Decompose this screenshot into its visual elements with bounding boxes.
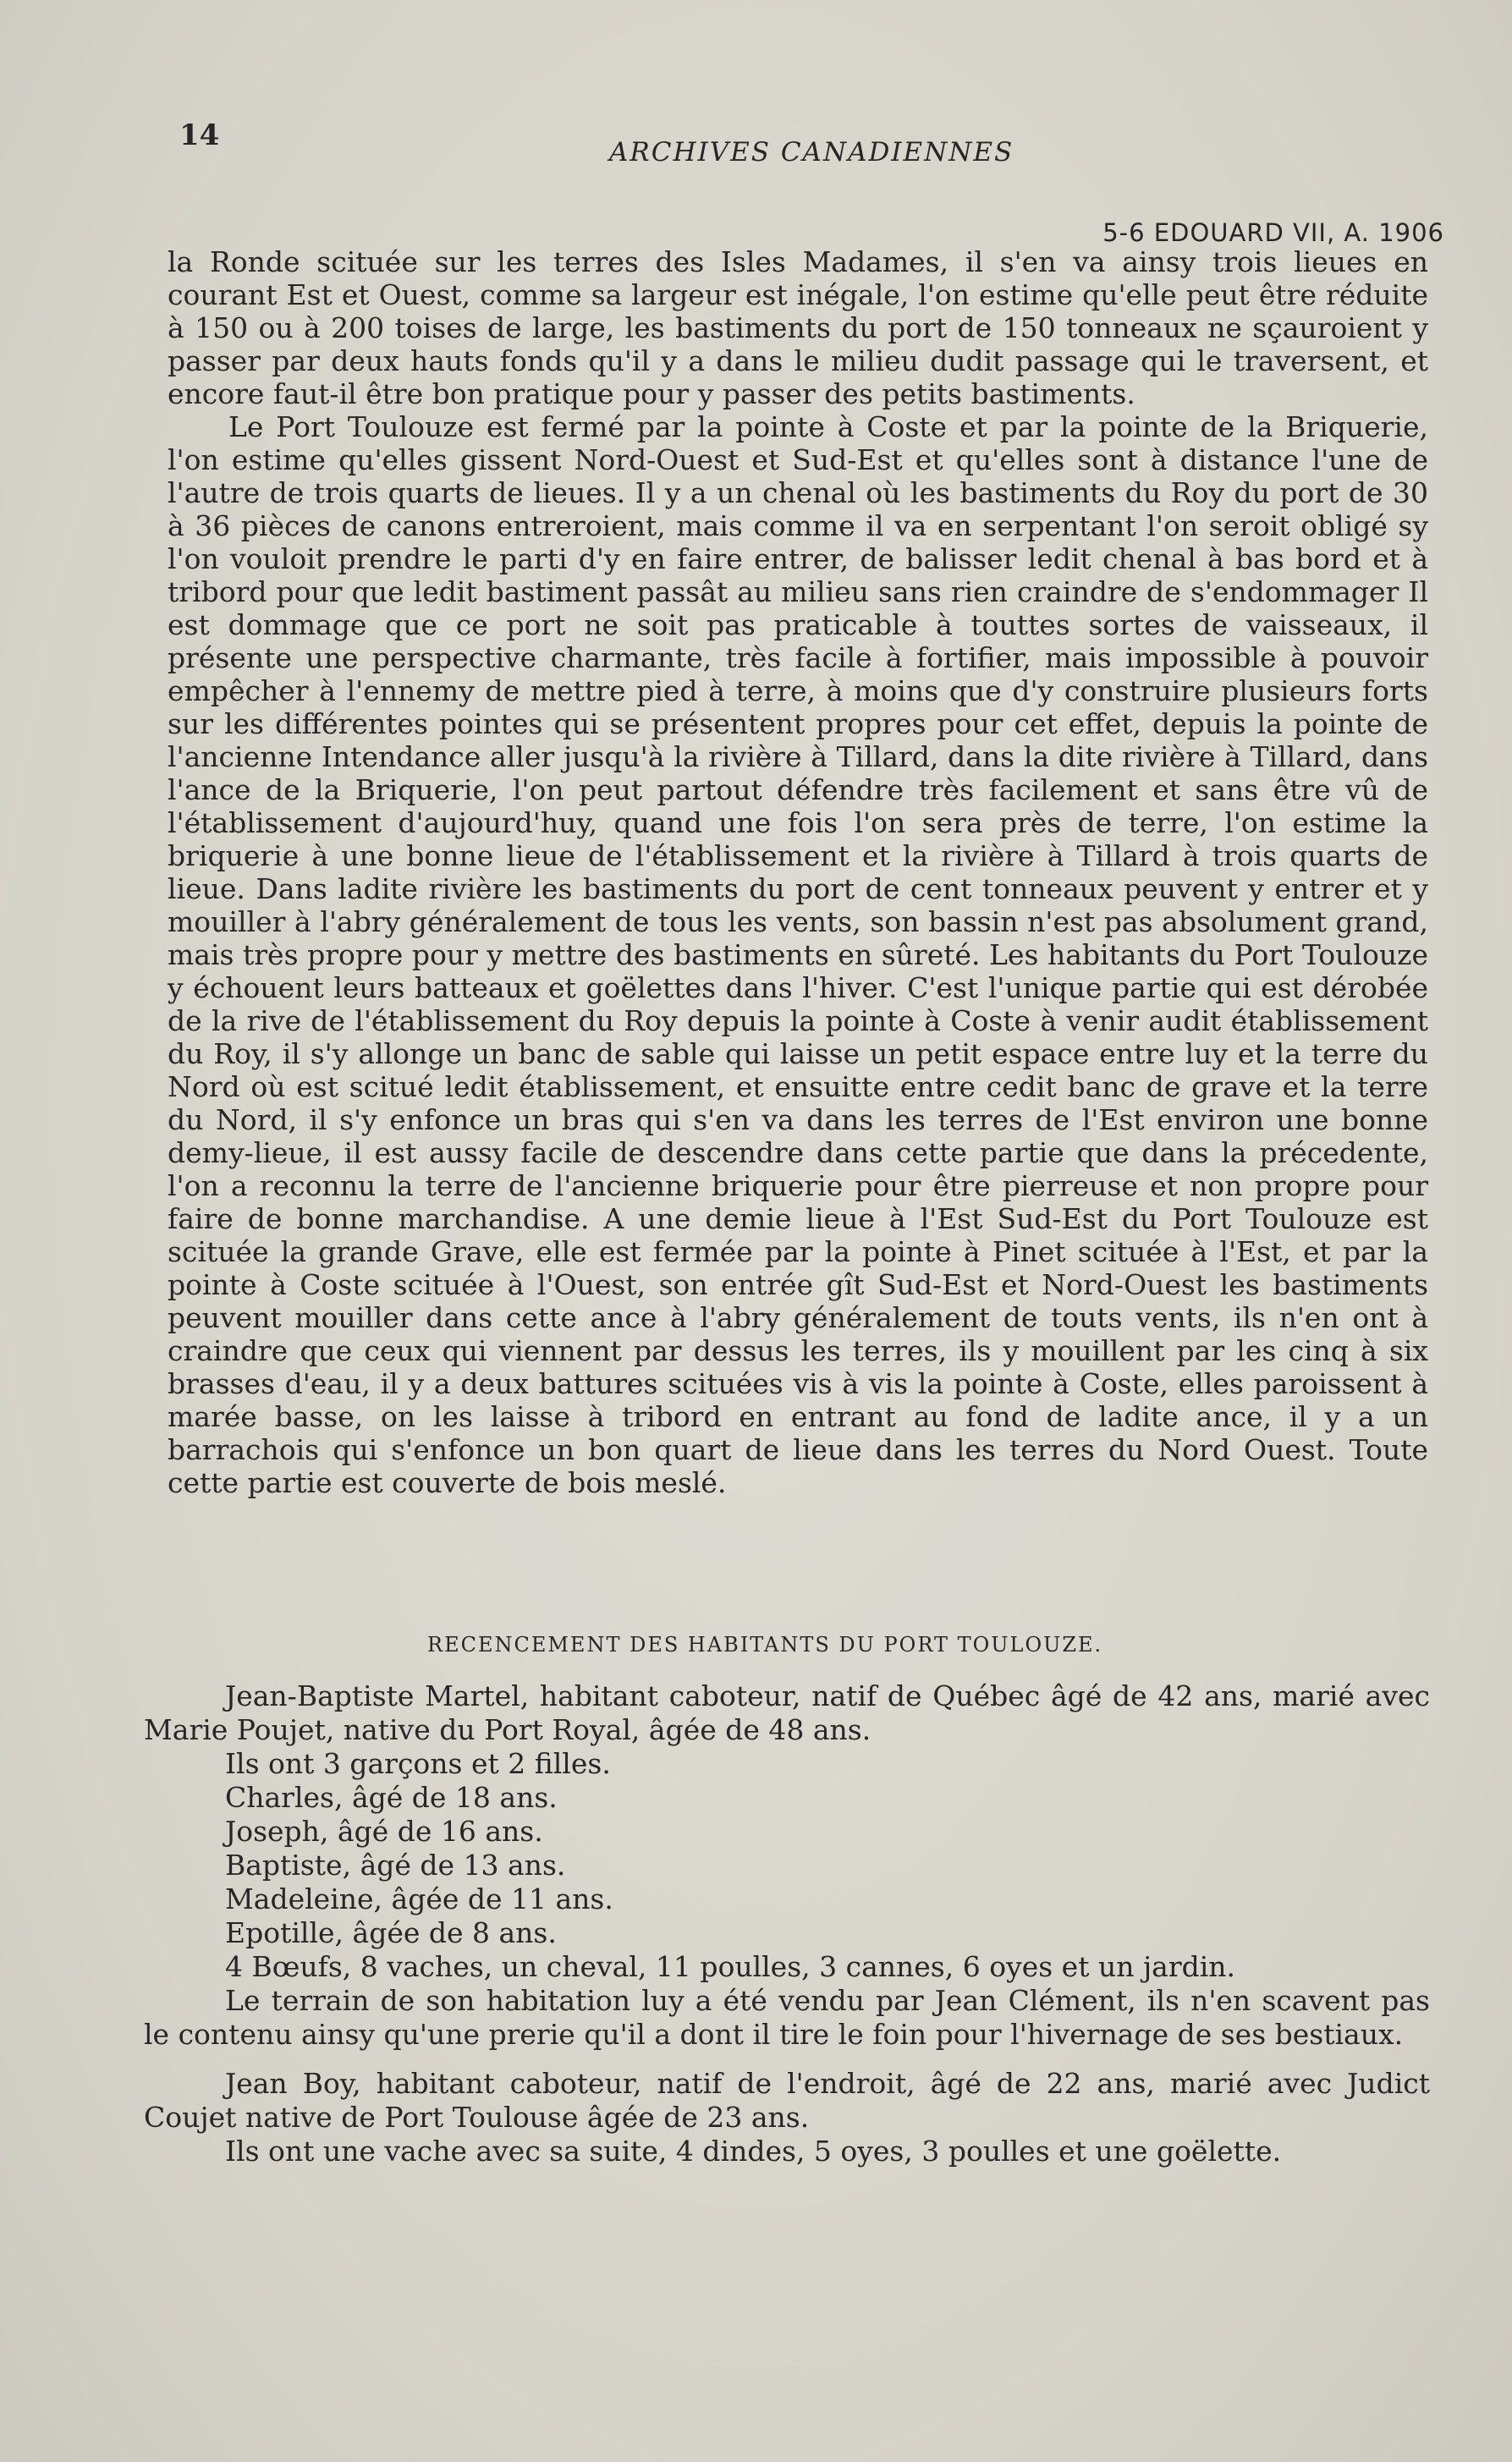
census-child: Baptiste, âgé de 13 ans. bbox=[225, 1849, 566, 1882]
running-title: ARCHIVES CANADIENNES bbox=[609, 137, 1014, 168]
body-paragraph: Le Port Toulouze est fermé par la pointe à Coste et par la pointe de la Briquerie, l'on estime qu'elles gissent Nord-Ouest et Sud-Est et qu'elles sont à distance l'une de l'autre de trois quarts de lieues. Il y a un chenal où les bastiments du Roy du port de 30 à 36 pièces de canons entreroient, mais comme il va en serpentant l'on seroit obligé sy l'on vouloit prendre le parti d'y en faire entrer, de balisser ledit chenal à bas bord et à tribord pour que ledit bastiment passât au milieu sans rien craindre de s'endommager Il est dommage que ce port ne soit pas praticable à touttes sortes de vaisseaux, il présente une perspective charmante, très facile à fortifier, mais impossible à pouvoir empêcher à l'ennemy de mettre pied à terre, à moins que d'y construire plusieurs forts sur les différentes pointes qui se présentent propres pour cet effet, depuis la pointe de l'ancienne Intendance aller jusqu'à la rivière à Tillard, dans la dite rivière à Tillard, dans l'ance de la Briquerie, l'on peut partout défendre très facilement et sans être vû de l'établissement d'aujourd'huy, quand une fois l'on sera près de terre, l'on estime la briquerie à une bonne lieue de l'établissement et la rivière à Tillard à trois quarts de lieue. Dans ladite rivière les bastiments du port de cent tonneaux peuvent y entrer et y mouiller à l'abry généralement de tous les vents, son bassin n'est pas absolument grand, mais très propre pour y mettre des bastiments en sûreté. Les habitants du Port Toulouze y échouent leurs batteaux et goëlettes dans l'hiver. C'est l'unique partie qui est dérobée de la rive de l'établissement du Roy depuis la pointe à Coste à venir audit établissement du Roy, il s'y allonge un banc de sable qui laisse un petit espace entre luy et la terre du Nord où est scitué ledit établissement, et ensuitte entre cedit banc de grave et la terre du Nord, il s'y enfonce un bras qui s'en va dans les terres de l'Est environ une bonne demy-lieue, il est aussy facile de descendre dans cette partie que dans la précedente, l'on a reconnu la terre de l'ancienne briquerie pour être pierreuse et non propre pour faire de bonne marchandise. A une demie lieue à l'Est Sud-Est du Port Toulouze est scituée la grande Grave, elle est fermée par la pointe à Pinet scituée à l'Est, et par la pointe à Coste scituée à l'Ouest, son entrée gît Sud-Est et Nord-Ouest les bastiments peuvent mouiller dans cette ance à l'abry généralement de touts vents, ils n'en ont à craindre que ceux qui viennent par dessus les terres, ils y mouillent par les cinq à six brasses d'eau, il y a deux battures scituées vis à vis la pointe à Coste, elles paroissent à marée basse, on les laisse à tribord en entrant au fond de ladite ance, il y a un barrachois qui s'enfonce un bon quart de lieue dans les terres du Nord Ouest. Toute cette partie est couverte de bois meslé. bbox=[168, 410, 1428, 1499]
census-livestock: Ils ont une vache avec sa suite, 4 dindes, 5 oyes, 3 poulles et une goëlette. bbox=[225, 2135, 1282, 2168]
spacer bbox=[144, 2052, 1430, 2067]
body-paragraph: la Ronde scituée sur les terres des Isles Madames, il s'en va ainsy trois lieues en courant Est et Ouest, comme sa largeur est inégale, l'on estime qu'elle peut être réduite à 150 ou à 200 toises de large, les bastiments du port de 150 tonneaux ne sçauroient y passer par deux hauts fonds qu'il y a dans le milieu dudit passage qui le traversent, et encore faut-il être bon pratique pour y passer des petits bastiments. bbox=[168, 245, 1428, 410]
census-livestock: 4 Bœufs, 8 vaches, un cheval, 11 poulles, 3 cannes, 6 oyes et un jardin. bbox=[225, 1950, 1236, 1983]
edition-label: 5-6 EDOUARD VII, A. 1906 bbox=[1102, 218, 1444, 247]
census-entry-intro: Jean Boy, habitant caboteur, natif de l'endroit, âgé de 22 ans, marié avec Judict Coujet native de Port Toulouse âgée de 23 ans. bbox=[144, 2067, 1430, 2134]
census-child: Madeleine, âgée de 11 ans. bbox=[225, 1882, 613, 1915]
body-text bbox=[168, 245, 1428, 1499]
census-land: Le terrain de son habitation luy a été vendu par Jean Clément, ils n'en scavent pas le contenu ainsy qu'une prerie qu'il a dont il tire le foin pour l'hivernage de ses bestiaux. bbox=[144, 1984, 1430, 2051]
census-list bbox=[144, 1679, 1430, 2168]
census-child: Charles, âgé de 18 ans. bbox=[225, 1781, 558, 1814]
census-heading: RECENCEMENT DES HABITANTS DU PORT TOULOUZE. bbox=[427, 1633, 1103, 1657]
page-number: 14 bbox=[179, 118, 220, 152]
census-child: Joseph, âgé de 16 ans. bbox=[225, 1815, 543, 1848]
census-child: Epotille, âgée de 8 ans. bbox=[225, 1916, 557, 1949]
census-entry-intro: Jean-Baptiste Martel, habitant caboteur, natif de Québec âgé de 42 ans, marié avec Marie Poujet, native du Port Royal, âgée de 48 ans. bbox=[144, 1679, 1430, 1746]
census-children-summary: Ils ont 3 garçons et 2 filles. bbox=[225, 1747, 611, 1780]
